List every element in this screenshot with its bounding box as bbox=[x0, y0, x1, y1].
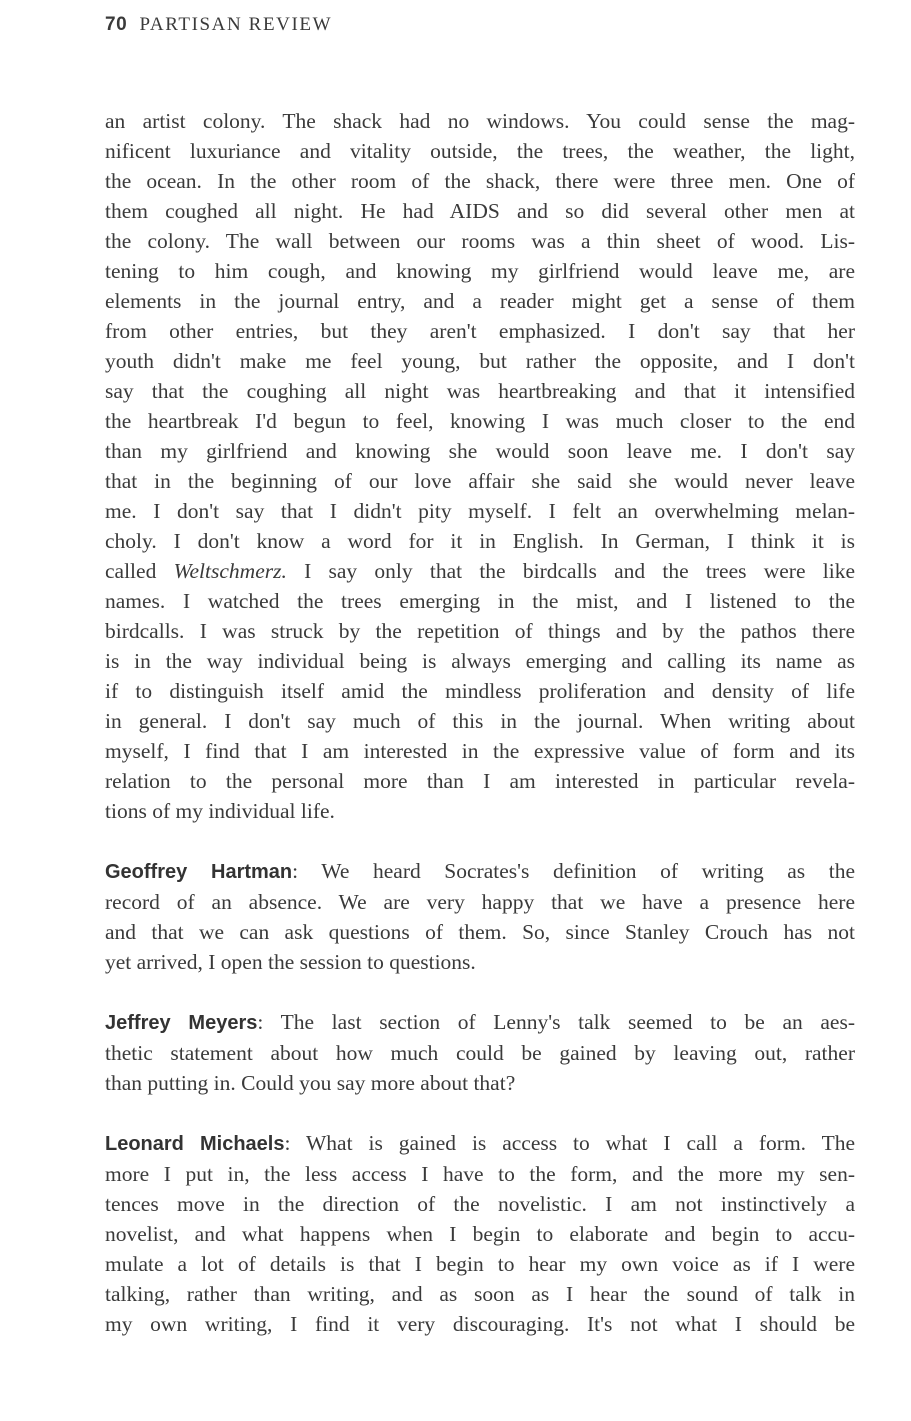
text-line: birdcalls. I was struck by the repetition of things and by the pathos there bbox=[105, 619, 855, 643]
paragraph-gap bbox=[105, 826, 855, 856]
text-line: names. I watched the trees emerging in the mist, and I listened to the bbox=[105, 589, 855, 613]
text-line: tences move in the direction of the novelistic. I am not instinctively a bbox=[105, 1192, 855, 1216]
text-fragment: I say only that the birdcalls and the trees were like bbox=[286, 559, 855, 583]
text-line-with-speaker bbox=[105, 1007, 855, 1038]
text-line: elements in the journal entry, and a reader might get a sense of them bbox=[105, 289, 855, 313]
text-line: the heartbreak I'd begun to feel, knowing I was much closer to the end bbox=[105, 409, 855, 433]
speaker-name: Leonard Michaels bbox=[105, 1133, 285, 1155]
text-line-with-italic bbox=[105, 556, 855, 586]
text-line: and that we can ask questions of them. So, since Stanley Crouch has not bbox=[105, 920, 855, 944]
text-line: the ocean. In the other room of the shack, there were three men. One of bbox=[105, 169, 855, 193]
paragraph-gap bbox=[105, 1098, 855, 1128]
text-fragment: : The last section of Lenny's talk seemed to be an aes- bbox=[257, 1010, 855, 1034]
text-line: nificent luxuriance and vitality outside, the trees, the weather, the light, bbox=[105, 139, 855, 163]
text-line: in general. I don't say much of this in the journal. When writing about bbox=[105, 709, 855, 733]
text-line: talking, rather than writing, and as soon as I hear the sound of talk in bbox=[105, 1282, 855, 1306]
text-line: them coughed all night. He had AIDS and so did several other men at bbox=[105, 199, 855, 223]
text-line: thetic statement about how much could be gained by leaving out, rather bbox=[105, 1041, 855, 1065]
text-line: the colony. The wall between our rooms was a thin sheet of wood. Lis- bbox=[105, 229, 855, 253]
paragraph-jeffrey-meyers bbox=[105, 1007, 855, 1098]
text-line: is in the way individual being is always emerging and calling its name as bbox=[105, 649, 855, 673]
text-line: me. I don't say that I didn't pity myself. I felt an overwhelming melan- bbox=[105, 499, 855, 523]
paragraph-gap bbox=[105, 977, 855, 1007]
text-line: than my girlfriend and knowing she would soon leave me. I don't say bbox=[105, 439, 855, 463]
italic-term: Weltschmerz. bbox=[173, 559, 287, 583]
journal-title: PARTISAN REVIEW bbox=[139, 14, 333, 35]
text-line: if to distinguish itself amid the mindless proliferation and density of life bbox=[105, 679, 855, 703]
speaker-name: Jeffrey Meyers bbox=[105, 1012, 258, 1034]
text-line: tions of my individual life. bbox=[105, 799, 335, 823]
text-line: an artist colony. The shack had no windows. You could sense the mag- bbox=[105, 109, 855, 133]
text-fragment: : We heard Socrates's definition of writing as the bbox=[292, 859, 855, 883]
text-line: than putting in. Could you say more about that? bbox=[105, 1071, 516, 1095]
paragraph-narrative bbox=[105, 106, 855, 826]
text-fragment: : What is gained is access to what I call a form. The bbox=[284, 1131, 855, 1155]
paragraph-leonard-michaels bbox=[105, 1128, 855, 1339]
speaker-name: Geoffrey Hartman bbox=[105, 861, 293, 883]
running-header bbox=[105, 14, 332, 36]
text-line: novelist, and what happens when I begin to elaborate and begin to accu- bbox=[105, 1222, 855, 1246]
text-line: mulate a lot of details is that I begin to hear my own voice as if I were bbox=[105, 1252, 855, 1276]
paragraph-geoffrey-hartman bbox=[105, 856, 855, 977]
text-line: my own writing, I find it very discouraging. It's not what I should be bbox=[105, 1312, 855, 1336]
text-line: choly. I don't know a word for it in English. In German, I think it is bbox=[105, 529, 855, 553]
text-line: that in the beginning of our love affair she said she would never leave bbox=[105, 469, 855, 493]
text-line: relation to the personal more than I am interested in particular revela- bbox=[105, 769, 855, 793]
text-fragment: called bbox=[105, 559, 174, 583]
text-line-with-speaker bbox=[105, 856, 855, 887]
text-line: more I put in, the less access I have to the form, and the more my sen- bbox=[105, 1162, 855, 1186]
body-text bbox=[105, 106, 855, 1339]
text-line-with-speaker bbox=[105, 1128, 855, 1159]
text-line: yet arrived, I open the session to questions. bbox=[105, 950, 476, 974]
text-line: record of an absence. We are very happy that we have a presence here bbox=[105, 890, 855, 914]
text-line: from other entries, but they aren't emphasized. I don't say that her bbox=[105, 319, 855, 343]
text-line: youth didn't make me feel young, but rather the opposite, and I don't bbox=[105, 349, 855, 373]
text-line: tening to him cough, and knowing my girlfriend would leave me, are bbox=[105, 259, 855, 283]
page-number: 70 bbox=[105, 14, 128, 35]
text-line: myself, I find that I am interested in the expressive value of form and its bbox=[105, 739, 855, 763]
text-line: say that the coughing all night was heartbreaking and that it intensified bbox=[105, 379, 855, 403]
